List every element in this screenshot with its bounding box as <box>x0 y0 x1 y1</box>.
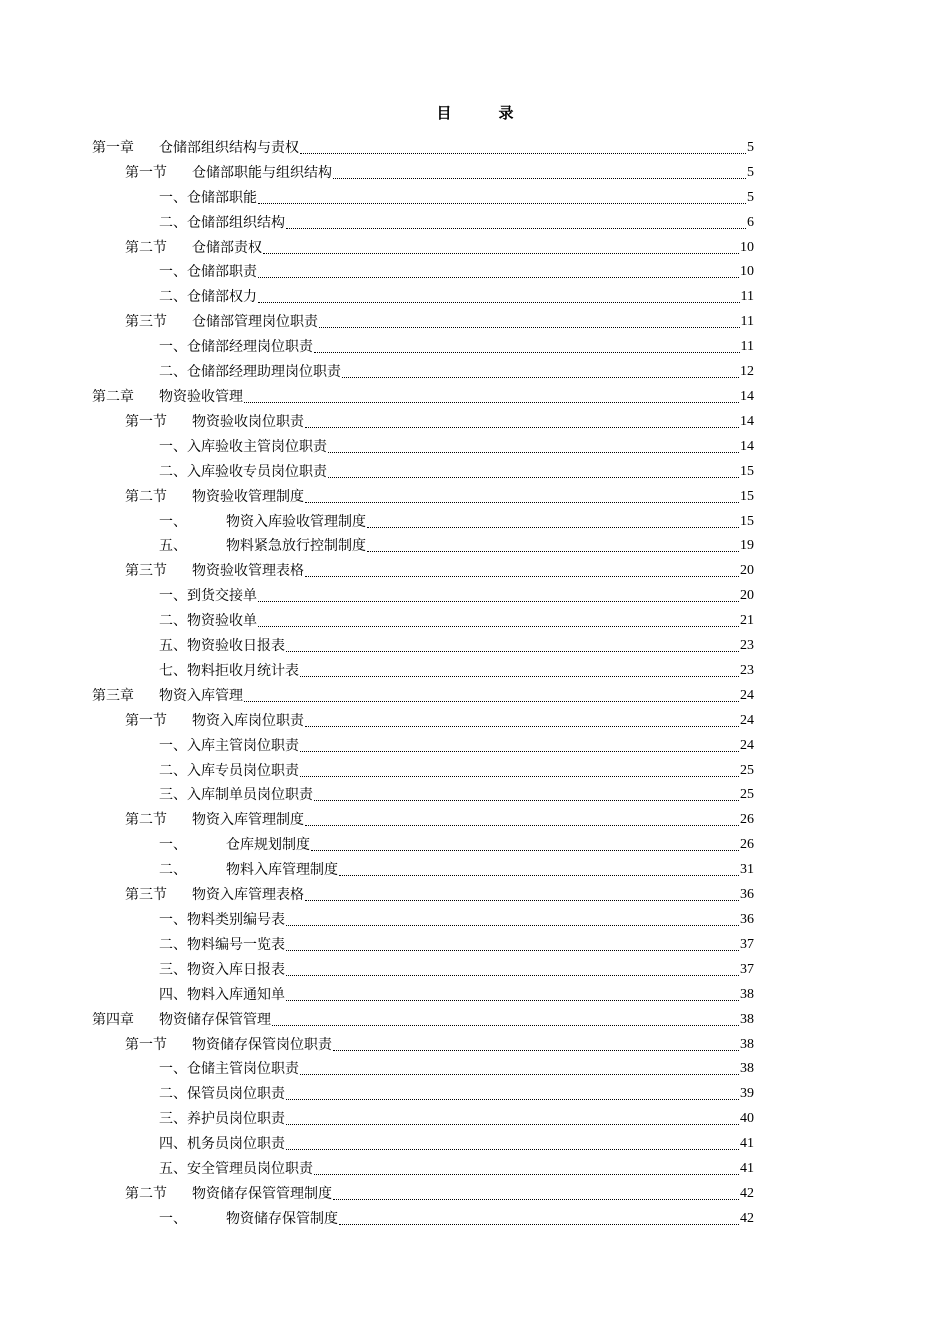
toc-entry-number: 二、 <box>159 364 187 381</box>
toc-entry-title: 仓储部组织结构 <box>187 214 285 231</box>
dot-leader <box>286 1099 739 1100</box>
toc-entry-title: 物料拒收月统计表 <box>187 662 299 679</box>
toc-entry-page: 23 <box>740 638 754 654</box>
toc-entry-number: 第二节 <box>125 1185 167 1202</box>
toc-entry[interactable] <box>92 1030 754 1055</box>
toc-entry[interactable] <box>92 233 754 258</box>
toc-entry-number: 第二章 <box>92 388 134 405</box>
dot-leader <box>244 701 739 702</box>
toc-entry-title: 物资验收管理表格 <box>192 563 304 580</box>
dot-leader <box>305 900 739 901</box>
toc-entry[interactable] <box>92 357 754 382</box>
toc-entry-page: 21 <box>740 613 754 629</box>
dot-leader <box>305 576 739 577</box>
toc-entry-page: 37 <box>740 961 754 977</box>
toc-entry-title: 安全管理员岗位职责 <box>187 1161 313 1178</box>
toc-entry-page: 24 <box>740 712 754 728</box>
toc-entry[interactable] <box>92 631 754 656</box>
toc-entry[interactable] <box>92 158 754 183</box>
toc-entry[interactable] <box>92 282 754 307</box>
dot-leader <box>305 427 739 428</box>
toc-entry-number: 第一节 <box>125 712 167 729</box>
toc-entry-number: 二、 <box>159 463 187 480</box>
toc-entry[interactable] <box>92 382 754 407</box>
toc-entry-page: 6 <box>747 214 754 230</box>
toc-entry[interactable] <box>92 432 754 457</box>
toc-entry-page: 41 <box>740 1161 754 1177</box>
toc-entry[interactable] <box>92 1005 754 1030</box>
toc-entry-number: 一、 <box>159 1210 187 1227</box>
toc-entry-number: 第一节 <box>125 164 167 181</box>
toc-entry-number: 七、 <box>159 662 187 679</box>
toc-entry[interactable] <box>92 1055 754 1080</box>
toc-entry-title: 物资验收管理 <box>159 388 243 405</box>
toc-entry-title: 仓储部职责 <box>187 264 257 281</box>
toc-entry-number: 一、 <box>159 588 187 605</box>
toc-entry-page: 23 <box>740 662 754 678</box>
dot-leader <box>367 551 739 552</box>
toc-entry-number: 一、 <box>159 339 187 356</box>
toc-entry-page: 11 <box>740 314 754 330</box>
toc-entry-number: 二、 <box>159 862 187 879</box>
toc-entry-title: 仓储部经理助理岗位职责 <box>187 364 341 381</box>
dot-leader <box>286 975 739 976</box>
toc-entry-page: 40 <box>740 1111 754 1127</box>
toc-entry-title: 保管员岗位职责 <box>187 1086 285 1103</box>
dot-leader <box>314 352 740 353</box>
toc-entry[interactable] <box>92 706 754 731</box>
dot-leader <box>244 402 739 403</box>
dot-leader <box>300 676 739 677</box>
toc-entry[interactable] <box>92 1129 754 1154</box>
toc-entry-title: 入库主管岗位职责 <box>187 737 299 754</box>
toc-entry-number: 一、 <box>159 1061 187 1078</box>
toc-entry[interactable] <box>92 507 754 532</box>
dot-leader <box>342 377 739 378</box>
dot-leader <box>314 800 739 801</box>
toc-entry-title: 物资入库岗位职责 <box>192 712 304 729</box>
toc-entry-page: 26 <box>740 837 754 853</box>
toc-entry-page: 11 <box>740 289 754 305</box>
dot-leader <box>258 626 739 627</box>
toc-entry-page: 42 <box>740 1210 754 1226</box>
toc-entry-page: 24 <box>740 737 754 753</box>
toc-entry-number: 五、 <box>159 638 187 655</box>
toc-entry[interactable] <box>92 183 754 208</box>
toc-entry-page: 24 <box>740 687 754 703</box>
dot-leader <box>286 925 739 926</box>
toc-entry[interactable] <box>92 482 754 507</box>
toc-entry[interactable] <box>92 133 754 158</box>
toc-entry-number: 二、 <box>159 613 187 630</box>
toc-entry-number: 二、 <box>159 762 187 779</box>
toc-entry-number: 第二节 <box>125 239 167 256</box>
toc-entry-number: 三、 <box>159 961 187 978</box>
toc-entry-title: 仓储主管岗位职责 <box>187 1061 299 1078</box>
toc-entry-title: 仓库规划制度 <box>226 837 310 854</box>
toc-entry-number: 一、 <box>159 438 187 455</box>
dot-leader <box>258 302 740 303</box>
toc-entry-title: 物资入库管理表格 <box>192 887 304 904</box>
dot-leader <box>328 452 739 453</box>
toc-entry-page: 5 <box>747 164 754 180</box>
toc-entry-page: 39 <box>740 1086 754 1102</box>
toc-entry-title: 入库专员岗位职责 <box>187 762 299 779</box>
toc-entry-number: 五、 <box>159 538 187 555</box>
toc-entry[interactable] <box>92 980 754 1005</box>
toc-entry-number: 三、 <box>159 787 187 804</box>
toc-entry[interactable] <box>92 532 754 557</box>
toc-entry-number: 第一章 <box>92 139 134 156</box>
toc-entry-title: 物料紧急放行控制制度 <box>226 538 366 555</box>
dot-leader <box>300 751 739 752</box>
toc-title: 目 录 <box>436 104 530 122</box>
toc-entry-number: 一、 <box>159 189 187 206</box>
toc-entry[interactable] <box>92 805 754 830</box>
toc-entry-title: 到货交接单 <box>187 588 257 605</box>
toc-entry-title: 机务员岗位职责 <box>187 1136 285 1153</box>
dot-leader <box>258 203 746 204</box>
toc-entry-title: 物资储存保管制度 <box>226 1210 338 1227</box>
toc-entry-number: 一、 <box>159 264 187 281</box>
dot-leader <box>339 875 739 876</box>
toc-entry-title: 物资验收日报表 <box>187 638 285 655</box>
toc-entry[interactable] <box>92 258 754 283</box>
toc-entry-page: 38 <box>740 1036 754 1052</box>
toc-entry-title: 仓储部责权 <box>192 239 262 256</box>
toc-entry-number: 第三章 <box>92 687 134 704</box>
toc-entry[interactable] <box>92 1079 754 1104</box>
toc-entry-number: 二、 <box>159 936 187 953</box>
toc-entry-page: 20 <box>740 588 754 604</box>
toc-entry-title: 仓储部经理岗位职责 <box>187 339 313 356</box>
dot-leader <box>367 527 739 528</box>
toc-entry-page: 42 <box>740 1185 754 1201</box>
toc-entry-title: 物资储存保管岗位职责 <box>192 1036 332 1053</box>
toc-entry[interactable] <box>92 457 754 482</box>
toc-entry[interactable] <box>92 731 754 756</box>
toc-entry[interactable] <box>92 606 754 631</box>
toc-entry-title: 物资验收管理制度 <box>192 488 304 505</box>
dot-leader <box>339 1224 739 1225</box>
toc-entry[interactable] <box>92 1179 754 1204</box>
toc-entry-number: 第三节 <box>125 314 167 331</box>
toc-entry-page: 14 <box>740 438 754 454</box>
toc-entry-page: 38 <box>740 1011 754 1027</box>
toc-entry-number: 第三节 <box>125 563 167 580</box>
dot-leader <box>328 477 739 478</box>
toc-entry-page: 15 <box>740 488 754 504</box>
toc-entry[interactable] <box>92 208 754 233</box>
dot-leader <box>258 601 739 602</box>
toc-entry-page: 11 <box>740 339 754 355</box>
toc-entry[interactable] <box>92 1104 754 1129</box>
toc-entry-number: 三、 <box>159 1111 187 1128</box>
toc-entry[interactable] <box>92 880 754 905</box>
toc-entry-title: 物资入库日报表 <box>187 961 285 978</box>
toc-entry[interactable] <box>92 656 754 681</box>
toc-entry[interactable] <box>92 407 754 432</box>
toc-entry-title: 仓储部职能 <box>187 189 257 206</box>
dot-leader <box>333 1199 739 1200</box>
toc-entry-page: 26 <box>740 812 754 828</box>
toc-entry[interactable] <box>92 830 754 855</box>
toc-entry-number: 第三节 <box>125 887 167 904</box>
toc-entry-number: 第四章 <box>92 1011 134 1028</box>
toc-entry-page: 10 <box>740 239 754 255</box>
dot-leader <box>305 502 739 503</box>
toc-entry[interactable] <box>92 781 754 806</box>
dot-leader <box>305 825 739 826</box>
toc-entry-number: 一、 <box>159 513 187 530</box>
toc-entry-title: 入库验收专员岗位职责 <box>187 463 327 480</box>
dot-leader <box>286 1149 739 1150</box>
toc-entry-page: 15 <box>740 513 754 529</box>
dot-leader <box>305 726 739 727</box>
toc-entry[interactable] <box>92 581 754 606</box>
toc-entry-page: 31 <box>740 862 754 878</box>
dot-leader <box>300 1074 739 1075</box>
toc-entry-page: 38 <box>740 1061 754 1077</box>
toc-entry-page: 14 <box>740 388 754 404</box>
toc-entry[interactable] <box>92 332 754 357</box>
toc-entry-number: 一、 <box>159 912 187 928</box>
toc-entry-title: 入库制单员岗位职责 <box>187 787 313 804</box>
toc-entry-page: 41 <box>740 1136 754 1152</box>
toc-entry-title: 物料类别编号表 <box>187 912 285 928</box>
dot-leader <box>263 253 739 254</box>
dot-leader <box>286 228 746 229</box>
dot-leader <box>258 277 739 278</box>
toc-entry-title: 物料入库通知单 <box>187 986 285 1003</box>
toc-entry-title: 仓储部组织结构与责权 <box>159 139 299 156</box>
toc-entry-number: 第二节 <box>125 812 167 829</box>
toc-entry[interactable] <box>92 756 754 781</box>
dot-leader <box>286 651 739 652</box>
toc-entry-number: 一、 <box>159 737 187 754</box>
toc-entry-title: 物资储存保管管理制度 <box>192 1185 332 1202</box>
dot-leader <box>286 1124 739 1125</box>
toc-entry-page: 25 <box>740 762 754 778</box>
dot-leader <box>333 178 746 179</box>
toc-entry-title: 物料入库管理制度 <box>226 862 338 879</box>
toc-entry-number: 一、 <box>159 837 187 854</box>
toc-entry-page: 19 <box>740 538 754 554</box>
toc-entry-number: 第一节 <box>125 413 167 430</box>
dot-leader <box>286 950 739 951</box>
toc-entry-title: 物资验收岗位职责 <box>192 413 304 430</box>
toc-entry[interactable] <box>92 905 754 930</box>
toc-entry-page: 25 <box>740 787 754 803</box>
toc-entry-page: 5 <box>747 189 754 205</box>
toc-entry[interactable] <box>92 955 754 980</box>
toc-entry-page: 20 <box>740 563 754 579</box>
toc-entry[interactable] <box>92 307 754 332</box>
toc-entry-page: 38 <box>740 986 754 1002</box>
toc-entry-title: 入库验收主管岗位职责 <box>187 438 327 455</box>
toc-entry-number: 二、 <box>159 214 187 231</box>
dot-leader <box>319 327 740 328</box>
toc-entry-number: 四、 <box>159 1136 187 1153</box>
toc-entry-title: 养护员岗位职责 <box>187 1111 285 1128</box>
toc-entry-page: 5 <box>747 139 754 155</box>
toc-entry-number: 第二节 <box>125 488 167 505</box>
toc-entry-page: 12 <box>740 364 754 380</box>
toc-entry[interactable] <box>92 855 754 880</box>
toc-entry-number: 五、 <box>159 1161 187 1178</box>
toc-entry-page: 36 <box>740 887 754 903</box>
dot-leader <box>286 1000 739 1001</box>
toc-entry[interactable] <box>92 556 754 581</box>
dot-leader <box>272 1025 739 1026</box>
toc-entry[interactable] <box>92 1204 754 1229</box>
toc-entry-number: 二、 <box>159 289 187 306</box>
toc-entry-title: 物资入库管理 <box>159 687 243 704</box>
toc-entry-number: 第一节 <box>125 1036 167 1053</box>
toc-entry[interactable] <box>92 681 754 706</box>
table-of-contents <box>92 133 754 1229</box>
toc-entry-title: 物资入库管理制度 <box>192 812 304 829</box>
toc-entry-title: 物资入库验收管理制度 <box>226 513 366 530</box>
toc-entry-title: 物资验收单 <box>187 613 257 630</box>
toc-entry-title: 仓储部管理岗位职责 <box>192 314 318 331</box>
toc-entry-title: 仓储部权力 <box>187 289 257 306</box>
dot-leader <box>300 776 739 777</box>
toc-entry-title: 仓储部职能与组织结构 <box>192 164 332 181</box>
dot-leader <box>314 1174 739 1175</box>
dot-leader <box>300 153 746 154</box>
toc-entry-page: 15 <box>740 463 754 479</box>
toc-entry-page: 10 <box>740 264 754 280</box>
toc-entry-number: 四、 <box>159 986 187 1003</box>
toc-entry-title: 物料编号一览表 <box>187 936 285 953</box>
toc-entry-page: 37 <box>740 936 754 952</box>
toc-entry-page: 36 <box>740 912 754 927</box>
toc-entry-page: 14 <box>740 413 754 429</box>
dot-leader <box>311 850 739 851</box>
dot-leader <box>333 1050 739 1051</box>
toc-entry-title: 物资储存保管管理 <box>159 1011 271 1028</box>
toc-entry[interactable] <box>92 930 754 955</box>
toc-entry[interactable] <box>92 1154 754 1179</box>
toc-entry-number: 二、 <box>159 1086 187 1103</box>
